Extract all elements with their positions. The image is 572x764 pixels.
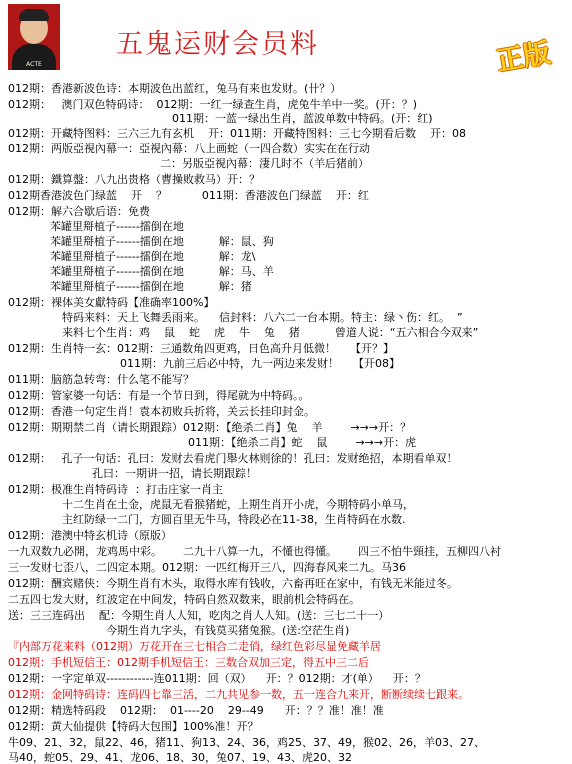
header [0, 0, 572, 82]
text-line: 012期：管家婆一句话：有是一个节日到，得尾就为中特码。。 [8, 389, 310, 402]
genuine-stamp: 正版 [494, 37, 553, 78]
text-line: 今期生肖九字头，有钱莫买猪兔猴。(送:空茫生肖) [106, 624, 350, 637]
text-line: 『内部万花来料（012期）万花开在三七相合二走俏，绿红色彩尽显免藏羊居 [8, 640, 381, 653]
author-photo [8, 4, 60, 70]
text-line: 012期：黄大仙提供【特码大包围】100%准！开？ [8, 720, 259, 733]
text-line: 苯罐里搿植子------擂倒在地 解：马、羊 [50, 265, 274, 278]
text-line: 011期：脑筋急转弯：什么笔不能写？ [8, 373, 194, 386]
text-line: 012期：极准生肖特码诗 ：打击庄家一肖主 [8, 483, 223, 496]
text-line: 苯罐里搿植子------擂倒在地 解：龙\ [50, 250, 256, 263]
text-line: 012期：金网特码诗：连码四七靠三活，二九共见参一数，五一连合九来开，断断续续七跟来。 [8, 688, 469, 701]
text-line: 012期：港澳中特玄机诗（原版） [8, 529, 172, 542]
text-line: 011期：一蓝一绿出生肖，蓝波单数中特码。(开：红) [172, 112, 433, 125]
text-line: 主红防绿一二门，方圆百里无牛马，特段必在11-38，生肖特码在水数. [62, 513, 406, 526]
text-line: 012期：香港一句定生肖！袁本初败兵折将，关云长挂印封金。 [8, 405, 315, 418]
text-line: 苯罐里搿植子------擂倒在地 [50, 220, 184, 233]
text-line: 012期香港波色门绿蓝 开 ？ 011期：香港波色门绿蓝 开：红 [8, 189, 369, 202]
text-line: 苯罐里搿植子------擂倒在地 解：鼠、狗 [50, 235, 274, 248]
text-line: 二：另版亞視內幕：淒几时不（羊后猪前） [160, 157, 369, 170]
text-line: 012期：两版亞視內幕一：亞視內幕：八上画蛇（一四合数）实实在在行动 [8, 142, 370, 155]
text-line: 孔曰：一期讲一招，请长期跟踪！ [92, 467, 257, 480]
text-line: 012期： 澳门双色特码诗： 012期：一红一绿查生肖，虎兔牛羊中一奖。(开：？) [8, 98, 418, 111]
text-line: 来料七个生肖：鸡 鼠 蛇 虎 牛 兔 猪 曾道人说：“五六相合今双来” [62, 326, 479, 339]
page-title: 五鬼运财会员料 [116, 29, 319, 60]
text-line: 012期：期期禁二肖（请长期跟踪）012期：【绝杀二肖】兔 羊 →→→开：？ [8, 421, 412, 434]
text-line: 012期：裸体美女獻特码【准确率100%】 [8, 296, 215, 309]
text-line: 二五四七发大财，红波定在中间发，特码自然双数来，眼前机会特码在。 [8, 593, 360, 606]
text-line: 012期：开藏特图料：三六三九有玄机 开：011期：开藏特图料：三七今期看后数 开：08 [8, 127, 466, 140]
text-line: 特码来料：天上飞舞丢雨来。 信封料：八六二一台本期。特主：绿丶伤：红。 ” [62, 311, 463, 324]
text-line: 三一发财七歪八，二四定本期。012期：一匹红梅开三八，四海春风来二九。马36 [8, 561, 406, 574]
text-line: 012期：手机短信王：012期手机短信王：三数合双加三定，得五中三二后 [8, 656, 369, 669]
text-line: 十二生肖在土金，虎鼠无看猴猪蛇，上期生肖开小虎，今期特码小单马， [62, 498, 414, 511]
text-line: 012期：解六合歇后语：免费 [8, 205, 150, 218]
text-line: 012期： 孔子一句话：孔曰：发财去看虎门舉火林则徐的！孔曰：发财绝招，本期看单双！ [8, 452, 458, 465]
text-line: 012期：鐵算盤：八九出贵格（曹操败救马）开：？ [8, 173, 260, 186]
text-line: 一九双数九必開，龙鸡馬中彩。 二九十八算一九，不懂也得懂。 四三不怕牛頸挂，五柳四八衬 [8, 545, 501, 558]
text-line: 012期：香港新波色诗：本期波色出蓝红，兔马有来也发财。(卄？） [8, 82, 342, 95]
text-line: 马40，蛇05、29、41、龙06、18、30，兔07、19、43、虎20、32 [8, 751, 352, 764]
text-line: 011期：九前三后必中特，九一两边来发财！ 【开08】 [120, 357, 400, 370]
photo-caption: ACTE [26, 61, 42, 68]
text-line: 012期：一字定单双------------连011期：回（双） 开：？012期：才(单） 开：？ [8, 672, 426, 685]
text-line: 012期：生肖特一玄：012期：三通数角四更鸡，日色高升月低微！ 【开？】 [8, 342, 394, 355]
text-line: 牛09、21、32，鼠22、46，猪11、狗13、24、36，鸡25、37、49，猴02、26，羊03、27、 [8, 736, 485, 749]
text-line: 011期：【绝杀二肖】蛇 鼠 →→→开：虎 [188, 436, 417, 449]
text-line: 送：三三连码出 配：今期生肖人人知，吃肉之肖人人知。(送：三七二十一） [8, 609, 390, 622]
text-line: 012期：酬宾赌侠：今期生肖有木头，取得水库有钱收，六畜再旺在家中，有钱无米能过冬。 [8, 577, 458, 590]
text-line: 苯罐里搿植子------擂倒在地 解：猪 [50, 280, 252, 293]
text-line: 012期：精选特码段 012期： 01----20 29--49 开：？？准！准！准 [8, 704, 384, 717]
